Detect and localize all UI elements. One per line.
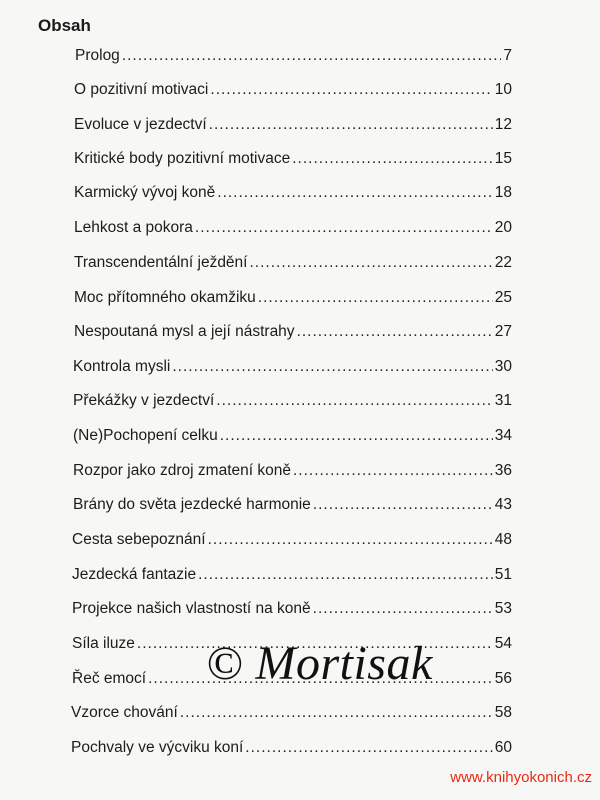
website-url: www.knihyokonich.cz (450, 769, 592, 786)
toc-entry-page-number: 22 (494, 254, 512, 271)
toc-entry-page-number: 48 (494, 531, 512, 548)
toc-entry (75, 44, 512, 68)
dot-leader (122, 44, 502, 68)
dot-leader (217, 181, 492, 205)
toc-entry-page-number: 54 (494, 635, 512, 652)
toc-entry-label: Moc přítomného okamžiku (74, 289, 256, 306)
toc-entry-page-number: 20 (494, 219, 512, 236)
dot-leader (297, 320, 493, 344)
toc-entry (73, 459, 512, 483)
toc-entry-label: Síla iluze (72, 635, 135, 652)
dot-leader (195, 216, 493, 240)
toc-entry (73, 493, 512, 517)
toc-entry-label: Nespoutaná mysl a její nástrahy (74, 323, 295, 340)
toc-entry-page-number: 43 (494, 496, 512, 513)
toc-entry-label: Cesta sebepoznání (72, 531, 206, 548)
toc-entry-label: Jezdecká fantazie (72, 566, 197, 583)
toc-entry-page-number: 53 (494, 600, 512, 617)
toc-entry (71, 736, 512, 760)
toc-entry-label: Vzorce chování (71, 704, 178, 721)
toc-entry (74, 78, 512, 102)
toc-entry-page-number: 56 (494, 670, 512, 687)
toc-entry-page-number: 10 (494, 81, 512, 98)
toc-entry-label: Pochvaly ve výcviku koní (71, 739, 244, 756)
toc-entry-page-number: 60 (494, 739, 512, 756)
toc-entry-label: Prolog (75, 47, 120, 64)
toc-entry (74, 113, 512, 137)
toc-entry (72, 528, 512, 552)
toc-entry-label: Rozpor jako zdroj zmatení koně (73, 462, 291, 479)
toc-entry (74, 147, 512, 171)
toc-entry (72, 597, 512, 621)
dot-leader (220, 424, 493, 448)
toc-entry (73, 424, 512, 448)
toc-entry-label: (Ne)Pochopení celku (73, 427, 218, 444)
toc-entry-page-number: 58 (494, 704, 512, 721)
toc-entry-label: O pozitivní motivaci (74, 81, 209, 98)
dot-leader (209, 113, 493, 137)
toc-entry-page-number: 18 (494, 184, 512, 201)
dot-leader (210, 78, 492, 102)
toc-entry-label: Brány do světa jezdecké harmonie (73, 496, 311, 513)
toc-entry-label: Transcendentální ježdění (74, 254, 248, 271)
toc-entry-label: Karmický vývoj koně (74, 184, 216, 201)
toc-entry-page-number: 31 (494, 392, 512, 409)
toc-entry-label: Kontrola mysli (73, 358, 171, 375)
dot-leader (172, 355, 492, 379)
dot-leader (313, 493, 493, 517)
toc-entry-page-number: 30 (494, 358, 512, 375)
toc-entry-label: Kritické body pozitivní motivace (74, 150, 291, 167)
toc-entry (74, 320, 512, 344)
toc-entry-page-number: 25 (494, 289, 512, 306)
toc-entry-page-number: 51 (494, 566, 512, 583)
dot-leader (198, 563, 493, 587)
toc-entry-label: Evoluce v jezdectví (74, 116, 207, 133)
toc-entry-page-number: 27 (494, 323, 512, 340)
toc-entry-page-number: 34 (494, 427, 512, 444)
toc-entry (74, 181, 512, 205)
toc-entry-page-number: 36 (494, 462, 512, 479)
toc-entry (74, 216, 512, 240)
toc-entry-label: Lehkost a pokora (74, 219, 193, 236)
toc-entry-label: Projekce našich vlastností na koně (72, 600, 311, 617)
toc-entry (73, 389, 512, 413)
toc-entry (73, 355, 512, 379)
toc-entry-page-number: 12 (494, 116, 512, 133)
toc-entry (74, 286, 512, 310)
copyright-watermark: © Mortisak (206, 637, 433, 690)
toc-heading: Obsah (38, 16, 91, 35)
dot-leader (249, 251, 492, 275)
toc-entry-page-number: 15 (494, 150, 512, 167)
dot-leader (258, 286, 493, 310)
dot-leader (292, 147, 493, 171)
dot-leader (245, 736, 492, 760)
toc-entry (72, 563, 512, 587)
toc-entry-label: Překážky v jezdectví (73, 392, 215, 409)
dot-leader (293, 459, 493, 483)
toc-entry (74, 251, 512, 275)
toc-entry (71, 701, 512, 725)
dot-leader (216, 389, 492, 413)
toc-entry-label: Řeč emocí (72, 670, 147, 687)
dot-leader (208, 528, 493, 552)
dot-leader (313, 597, 493, 621)
toc-entry-page-number: 7 (503, 47, 512, 64)
dot-leader (180, 701, 493, 725)
